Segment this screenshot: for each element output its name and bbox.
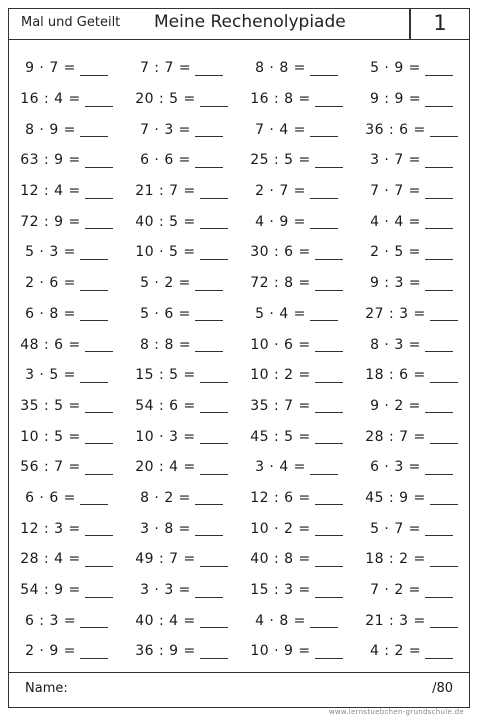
math-problem <box>124 176 239 207</box>
math-problem <box>9 575 124 606</box>
answer-blank[interactable] <box>425 214 453 229</box>
problem-expression: 5 · 4 = <box>255 305 306 322</box>
problem-expression: 48 : 6 = <box>20 336 81 353</box>
math-problem <box>239 483 354 514</box>
math-problem <box>9 605 124 636</box>
math-problem <box>124 544 239 575</box>
math-problem <box>124 114 239 145</box>
answer-blank[interactable] <box>200 613 228 628</box>
math-problem <box>239 53 354 84</box>
problem-expression: 54 : 9 = <box>20 582 81 599</box>
math-problem <box>354 421 469 452</box>
answer-blank[interactable] <box>315 153 343 168</box>
math-problem <box>9 513 124 544</box>
answer-blank[interactable] <box>315 490 343 505</box>
math-problem <box>9 268 124 299</box>
math-problem <box>239 513 354 544</box>
problem-expression: 9 · 7 = <box>25 60 76 77</box>
header <box>9 9 469 40</box>
problem-expression: 56 : 7 = <box>20 459 81 476</box>
problem-expression: 5 · 2 = <box>140 275 191 292</box>
math-problem <box>354 237 469 268</box>
answer-blank[interactable] <box>80 644 108 659</box>
score-total: /80 <box>432 681 453 696</box>
math-problem <box>9 84 124 115</box>
problem-expression: 10 : 2 = <box>250 367 311 384</box>
answer-blank[interactable] <box>195 337 223 352</box>
math-problem <box>354 114 469 145</box>
problem-expression: 72 : 8 = <box>250 275 311 292</box>
math-problem <box>354 53 469 84</box>
math-problem <box>239 452 354 483</box>
math-problem <box>124 53 239 84</box>
watermark: www.lernstuebchen-grundschule.de <box>328 708 464 716</box>
answer-blank[interactable] <box>195 61 223 76</box>
answer-blank[interactable] <box>425 644 453 659</box>
problem-expression: 16 : 4 = <box>20 91 81 108</box>
answer-blank[interactable] <box>430 490 458 505</box>
math-problem <box>124 575 239 606</box>
answer-blank[interactable] <box>80 276 108 291</box>
problem-expression: 6 : 3 = <box>24 612 77 629</box>
answer-blank[interactable] <box>200 460 228 475</box>
problem-expression: 18 : 2 = <box>365 551 426 568</box>
answer-blank[interactable] <box>310 214 338 229</box>
worksheet-title: Meine Rechenolypiade <box>154 12 346 32</box>
answer-blank[interactable] <box>425 398 453 413</box>
problem-expression: 27 : 3 = <box>365 305 426 322</box>
math-problem <box>9 114 124 145</box>
answer-blank[interactable] <box>80 368 108 383</box>
answer-blank[interactable] <box>430 552 458 567</box>
problem-expression: 15 : 5 = <box>135 367 196 384</box>
answer-blank[interactable] <box>85 153 113 168</box>
math-problem <box>354 452 469 483</box>
math-problem <box>239 84 354 115</box>
math-problem <box>239 329 354 360</box>
math-problem <box>9 452 124 483</box>
math-problem <box>9 421 124 452</box>
problem-expression: 16 : 8 = <box>250 91 311 108</box>
problem-expression: 15 : 3 = <box>250 582 311 599</box>
problem-expression: 10 : 5 = <box>20 428 81 445</box>
answer-blank[interactable] <box>430 613 458 628</box>
math-problem <box>354 329 469 360</box>
problem-expression: 10 · 6 = <box>250 336 311 353</box>
answer-blank[interactable] <box>195 306 223 321</box>
problem-expression: 10 · 2 = <box>250 520 311 537</box>
answer-blank[interactable] <box>85 184 113 199</box>
answer-blank[interactable] <box>315 368 343 383</box>
problem-expression: 7 : 7 = <box>139 60 192 77</box>
problem-expression: 35 : 7 = <box>250 397 311 414</box>
math-problem <box>354 206 469 237</box>
answer-blank[interactable] <box>80 613 108 628</box>
math-problem <box>239 299 354 330</box>
math-problem <box>354 605 469 636</box>
answer-blank[interactable] <box>430 368 458 383</box>
answer-blank[interactable] <box>195 276 223 291</box>
math-problem <box>124 299 239 330</box>
problem-expression: 8 · 2 = <box>140 489 191 506</box>
problem-expression: 5 · 3 = <box>25 244 76 261</box>
answer-blank[interactable] <box>85 214 113 229</box>
answer-blank[interactable] <box>315 429 343 444</box>
math-problem <box>354 575 469 606</box>
answer-blank[interactable] <box>80 245 108 260</box>
footer <box>9 672 469 707</box>
answer-blank[interactable] <box>315 552 343 567</box>
problem-expression: 40 : 4 = <box>135 612 196 629</box>
math-problem <box>239 268 354 299</box>
problem-expression: 3 · 5 = <box>25 367 76 384</box>
math-problem <box>239 605 354 636</box>
math-problem <box>354 360 469 391</box>
answer-blank[interactable] <box>310 184 338 199</box>
problem-expression: 2 · 6 = <box>25 275 76 292</box>
problem-expression: 7 · 4 = <box>255 121 306 138</box>
problem-expression: 45 : 5 = <box>250 428 311 445</box>
math-problem <box>239 544 354 575</box>
answer-blank[interactable] <box>85 337 113 352</box>
math-problem <box>354 268 469 299</box>
problem-expression: 21 : 7 = <box>135 183 196 200</box>
problem-expression: 9 : 3 = <box>369 275 422 292</box>
answer-blank[interactable] <box>310 613 338 628</box>
answer-blank[interactable] <box>195 583 223 598</box>
math-problem <box>239 237 354 268</box>
math-problem <box>9 391 124 422</box>
answer-blank[interactable] <box>200 429 228 444</box>
problem-expression: 40 : 5 = <box>135 213 196 230</box>
math-problem <box>124 237 239 268</box>
answer-blank[interactable] <box>200 184 228 199</box>
math-problem <box>9 176 124 207</box>
answer-blank[interactable] <box>310 306 338 321</box>
answer-blank[interactable] <box>430 306 458 321</box>
math-problem <box>124 605 239 636</box>
answer-blank[interactable] <box>200 368 228 383</box>
answer-blank[interactable] <box>430 429 458 444</box>
answer-blank[interactable] <box>315 644 343 659</box>
math-problem <box>239 145 354 176</box>
problem-expression: 45 : 9 = <box>365 489 426 506</box>
name-label: Name: <box>25 681 68 696</box>
math-problem <box>124 421 239 452</box>
problem-expression: 25 : 5 = <box>250 152 311 169</box>
math-problem <box>9 544 124 575</box>
problem-expression: 20 : 4 = <box>135 459 196 476</box>
answer-blank[interactable] <box>200 92 228 107</box>
problem-expression: 10 · 5 = <box>135 244 196 261</box>
answer-blank[interactable] <box>200 245 228 260</box>
problem-expression: 7 · 2 = <box>370 582 421 599</box>
math-problem <box>239 360 354 391</box>
problem-expression: 36 : 9 = <box>135 643 196 660</box>
math-problem <box>124 84 239 115</box>
math-problem <box>9 329 124 360</box>
problem-expression: 28 : 7 = <box>365 428 426 445</box>
problem-expression: 4 : 2 = <box>369 643 422 660</box>
answer-blank[interactable] <box>195 122 223 137</box>
problem-expression: 3 · 7 = <box>370 152 421 169</box>
answer-blank[interactable] <box>195 521 223 536</box>
answer-blank[interactable] <box>85 429 113 444</box>
answer-blank[interactable] <box>310 122 338 137</box>
answer-blank[interactable] <box>80 122 108 137</box>
answer-blank[interactable] <box>85 460 113 475</box>
answer-blank[interactable] <box>315 276 343 291</box>
math-problem <box>9 206 124 237</box>
problem-expression: 5 · 9 = <box>370 60 421 77</box>
math-problem <box>9 636 124 667</box>
answer-blank[interactable] <box>425 583 453 598</box>
worksheet <box>8 8 470 708</box>
problem-grid <box>9 53 469 673</box>
problem-expression: 21 : 3 = <box>365 612 426 629</box>
math-problem <box>239 391 354 422</box>
answer-blank[interactable] <box>425 245 453 260</box>
answer-blank[interactable] <box>315 337 343 352</box>
problem-expression: 5 · 6 = <box>140 305 191 322</box>
answer-blank[interactable] <box>425 92 453 107</box>
math-problem <box>239 636 354 667</box>
sheet-number: 1 <box>433 11 447 35</box>
math-problem <box>124 268 239 299</box>
problem-expression: 4 · 4 = <box>370 213 421 230</box>
math-problem <box>354 145 469 176</box>
problem-expression: 8 · 8 = <box>255 60 306 77</box>
math-problem <box>354 299 469 330</box>
answer-blank[interactable] <box>85 398 113 413</box>
answer-blank[interactable] <box>315 92 343 107</box>
math-problem <box>354 84 469 115</box>
problem-expression: 28 : 4 = <box>20 551 81 568</box>
math-problem <box>354 176 469 207</box>
math-problem <box>9 299 124 330</box>
problem-expression: 3 · 8 = <box>140 520 191 537</box>
answer-blank[interactable] <box>85 552 113 567</box>
problem-expression: 2 · 7 = <box>255 183 306 200</box>
problem-expression: 8 · 9 = <box>25 121 76 138</box>
answer-blank[interactable] <box>200 644 228 659</box>
problem-expression: 12 : 6 = <box>250 489 311 506</box>
problem-expression: 63 : 9 = <box>20 152 81 169</box>
worksheet-subtitle: Mal und Geteilt <box>21 15 121 30</box>
math-problem <box>239 206 354 237</box>
answer-blank[interactable] <box>310 460 338 475</box>
problem-expression: 7 · 3 = <box>140 121 191 138</box>
answer-blank[interactable] <box>430 122 458 137</box>
problem-expression: 35 : 5 = <box>20 397 81 414</box>
problem-expression: 49 : 7 = <box>135 551 196 568</box>
problem-expression: 12 : 3 = <box>20 520 81 537</box>
math-problem <box>124 329 239 360</box>
problem-expression: 18 : 6 = <box>365 367 426 384</box>
problem-expression: 54 : 6 = <box>135 397 196 414</box>
answer-blank[interactable] <box>200 552 228 567</box>
problem-expression: 4 · 8 = <box>255 612 306 629</box>
answer-blank[interactable] <box>425 184 453 199</box>
math-problem <box>9 237 124 268</box>
problem-expression: 6 · 6 = <box>25 489 76 506</box>
math-problem <box>239 575 354 606</box>
math-problem <box>124 452 239 483</box>
answer-blank[interactable] <box>425 153 453 168</box>
answer-blank[interactable] <box>315 583 343 598</box>
answer-blank[interactable] <box>85 583 113 598</box>
math-problem <box>354 544 469 575</box>
answer-blank[interactable] <box>310 61 338 76</box>
math-problem <box>9 145 124 176</box>
answer-blank[interactable] <box>425 61 453 76</box>
answer-blank[interactable] <box>200 398 228 413</box>
math-problem <box>124 206 239 237</box>
problem-expression: 2 · 9 = <box>25 643 76 660</box>
answer-blank[interactable] <box>425 276 453 291</box>
answer-blank[interactable] <box>195 490 223 505</box>
math-problem <box>124 636 239 667</box>
problem-expression: 3 · 4 = <box>255 459 306 476</box>
math-problem <box>354 636 469 667</box>
math-problem <box>239 421 354 452</box>
math-problem <box>354 513 469 544</box>
answer-blank[interactable] <box>425 460 453 475</box>
problem-expression: 5 · 7 = <box>370 520 421 537</box>
problem-expression: 30 : 6 = <box>250 244 311 261</box>
problem-expression: 9 · 2 = <box>370 397 421 414</box>
problem-expression: 10 · 9 = <box>250 643 311 660</box>
problem-expression: 9 : 9 = <box>369 91 422 108</box>
answer-blank[interactable] <box>80 61 108 76</box>
math-problem <box>124 483 239 514</box>
problem-expression: 72 : 9 = <box>20 213 81 230</box>
answer-blank[interactable] <box>80 490 108 505</box>
problem-expression: 20 : 5 = <box>135 91 196 108</box>
problem-expression: 6 · 6 = <box>140 152 191 169</box>
problem-expression: 2 · 5 = <box>370 244 421 261</box>
answer-blank[interactable] <box>85 521 113 536</box>
problem-expression: 3 · 3 = <box>140 582 191 599</box>
problem-expression: 12 : 4 = <box>20 183 81 200</box>
answer-blank[interactable] <box>425 337 453 352</box>
answer-blank[interactable] <box>425 521 453 536</box>
math-problem <box>9 53 124 84</box>
math-problem <box>9 483 124 514</box>
math-problem <box>239 114 354 145</box>
math-problem <box>354 483 469 514</box>
problem-expression: 4 · 9 = <box>255 213 306 230</box>
answer-blank[interactable] <box>315 398 343 413</box>
problem-expression: 10 · 3 = <box>135 428 196 445</box>
math-problem <box>124 360 239 391</box>
math-problem <box>124 145 239 176</box>
problem-expression: 6 · 3 = <box>370 459 421 476</box>
math-problem <box>124 513 239 544</box>
answer-blank[interactable] <box>80 306 108 321</box>
answer-blank[interactable] <box>200 214 228 229</box>
problem-expression: 6 · 8 = <box>25 305 76 322</box>
answer-blank[interactable] <box>85 92 113 107</box>
math-problem <box>354 391 469 422</box>
math-problem <box>9 360 124 391</box>
answer-blank[interactable] <box>315 245 343 260</box>
problem-expression: 8 · 3 = <box>370 336 421 353</box>
answer-blank[interactable] <box>195 153 223 168</box>
math-problem <box>239 176 354 207</box>
problem-expression: 8 : 8 = <box>139 336 192 353</box>
problem-expression: 40 : 8 = <box>250 551 311 568</box>
answer-blank[interactable] <box>315 521 343 536</box>
problem-expression: 7 · 7 = <box>370 183 421 200</box>
problem-expression: 36 : 6 = <box>365 121 426 138</box>
math-problem <box>124 391 239 422</box>
